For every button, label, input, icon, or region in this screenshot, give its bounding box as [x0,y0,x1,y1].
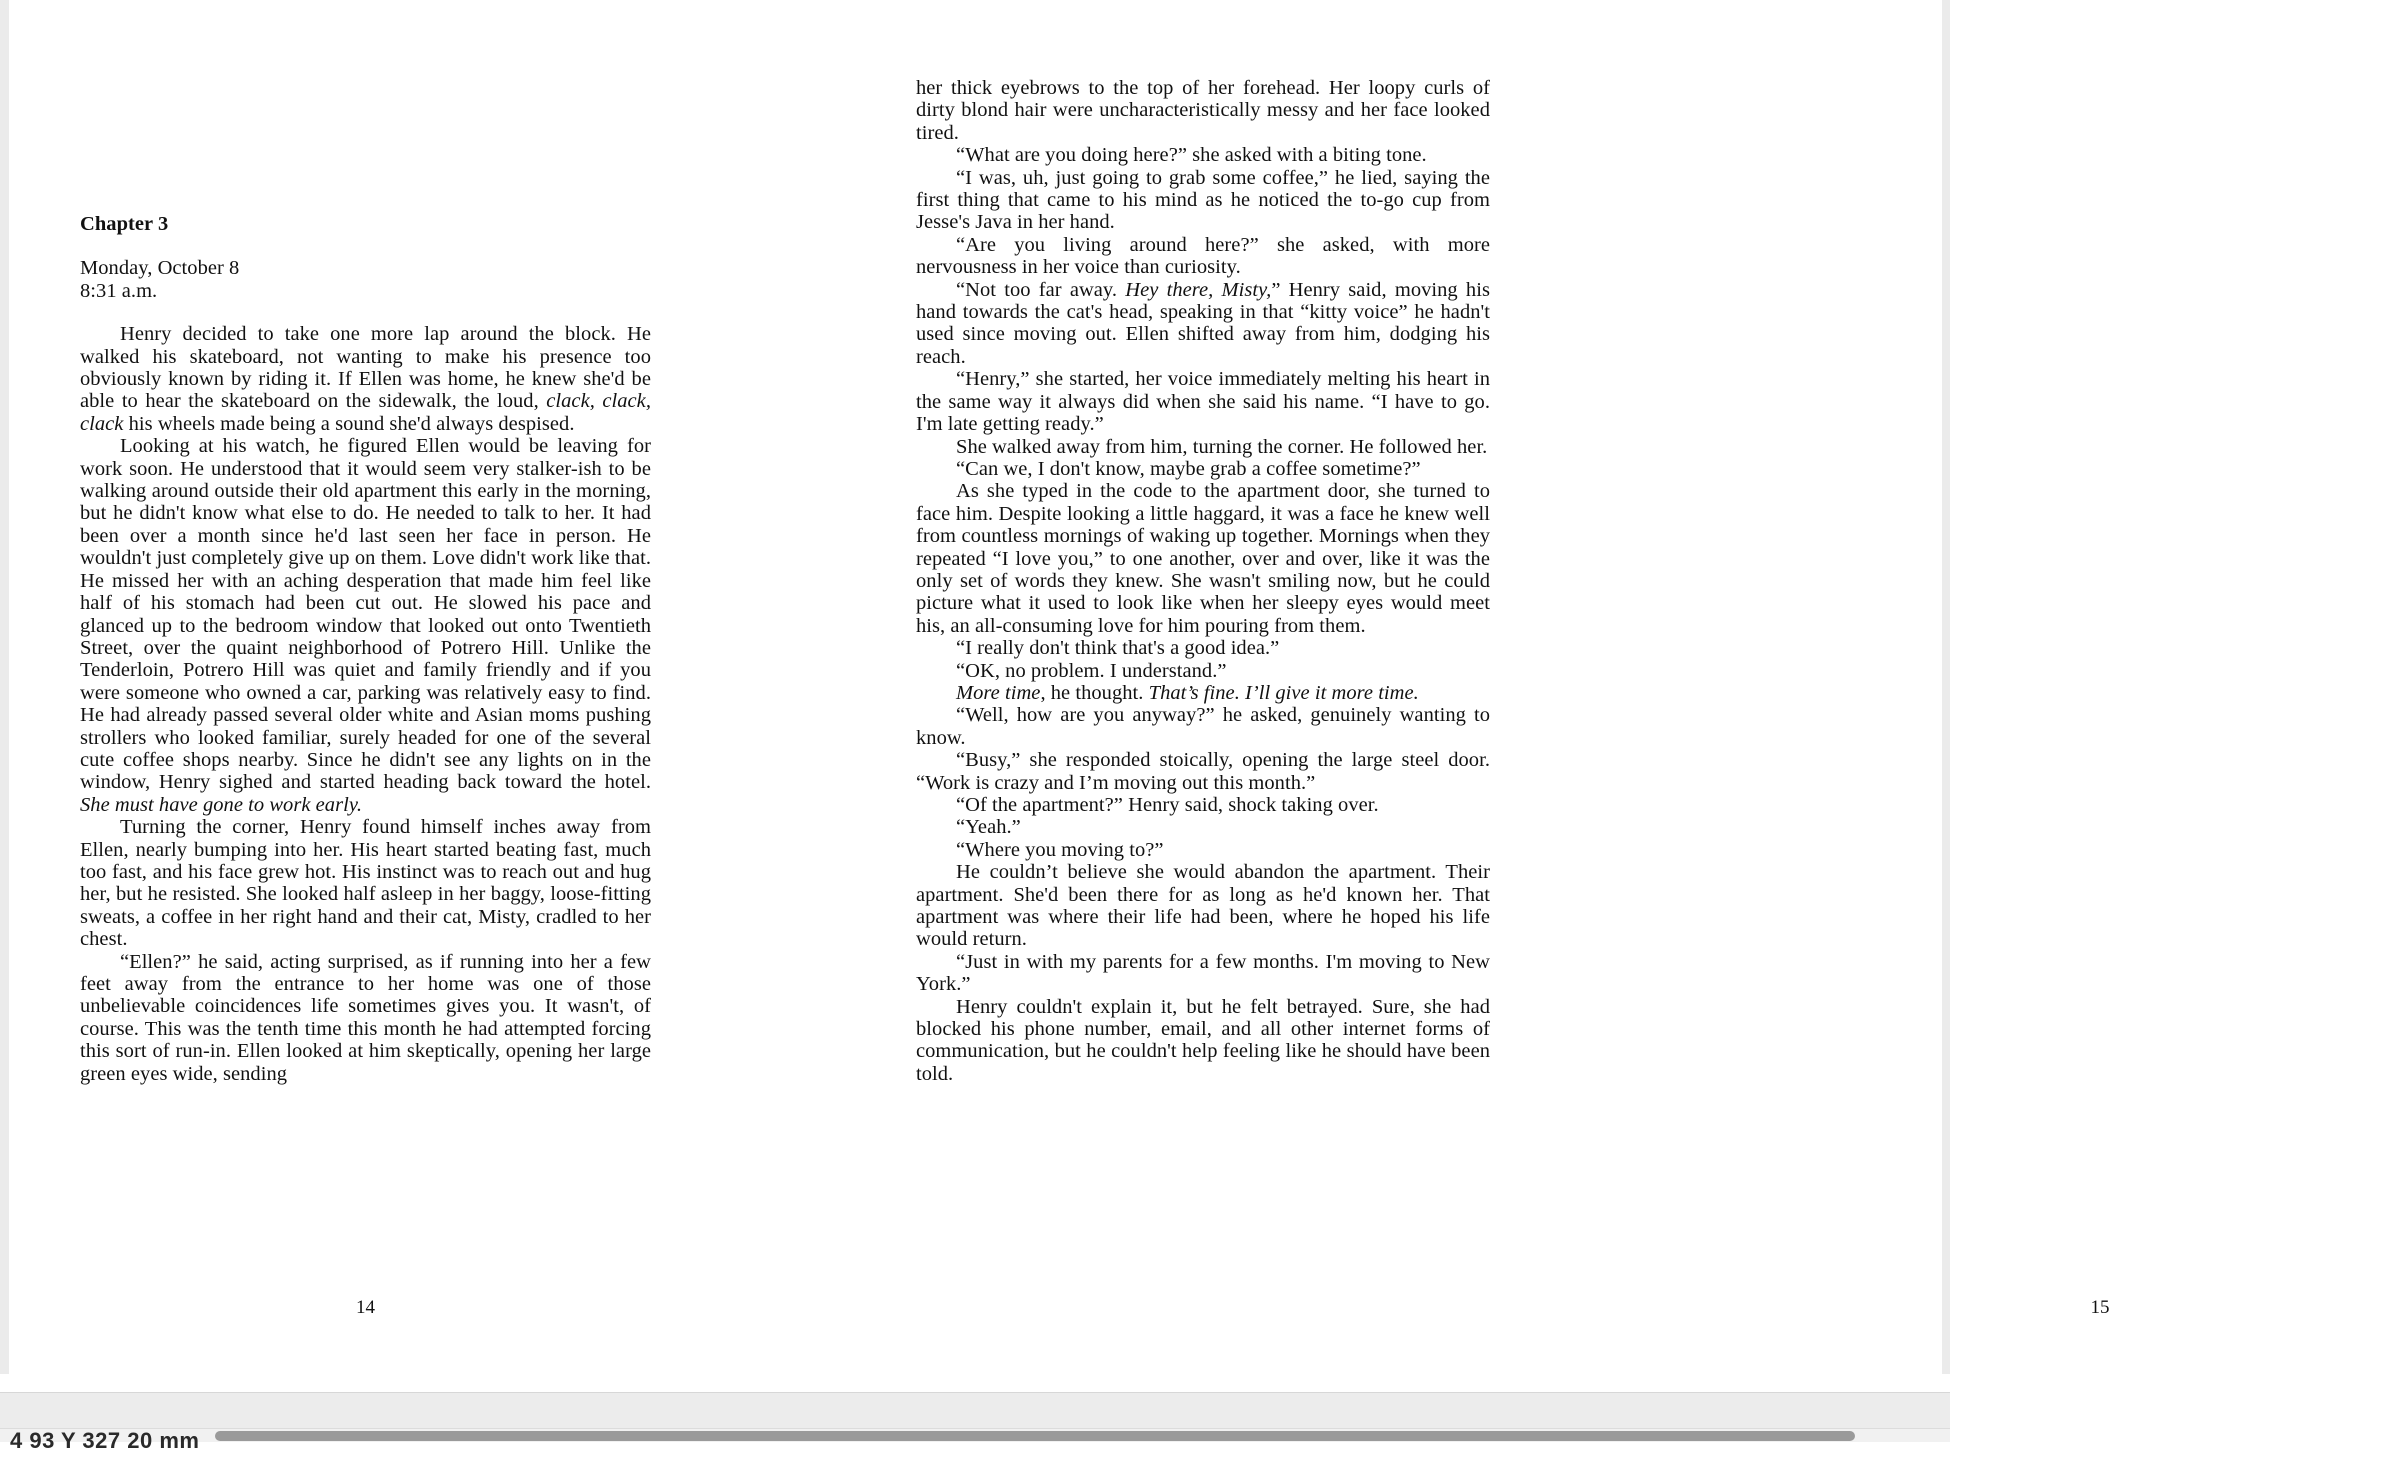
page-right-paragraphs [916,77,1490,1085]
canvas-right-margin [1942,0,1950,1374]
text-run: “Of the apartment?” Henry said, shock taking over. [956,794,1379,816]
paragraph [80,435,651,816]
paragraph [916,167,1490,234]
paragraph [916,637,1490,659]
text-run: “OK, no problem. I understand.” [956,659,1227,682]
paragraph [80,816,651,950]
page-number-right: 15 [2090,1297,2110,1318]
paragraph [916,368,1490,435]
page-number-left: 14 [356,1297,375,1318]
text-run: “I really don't think that's a good idea.” [956,637,1280,660]
paragraph [916,436,1490,458]
text-run: “I was, uh, just going to grab some coffee,” he lied, saying the first thing that came to his mind as he noticed the to-go cup from Jesse's Java in her hand. [916,166,1490,234]
chapter-heading: Chapter 3 [80,213,169,235]
paragraph [916,816,1490,838]
text-run: She walked away from him, turning the corner. He followed her. [956,435,1488,458]
text-run: He couldn’t believe she would abandon the apartment. Their apartment. She'd been there for as long as he'd known her. That apartment was where their life had been, where he hoped his life would return. [916,861,1490,951]
chrome-gap [0,1374,1950,1392]
paragraph [916,77,1490,144]
paragraph [916,458,1490,480]
paragraph [916,996,1490,1086]
text-run: her thick eyebrows to the top of her forehead. Her loopy curls of dirty blond hair were uncharacteristically messy and her face looked tired. [916,77,1490,144]
paragraph [916,144,1490,166]
bottom-chrome [0,1374,1950,1468]
text-run: Turning the corner, Henry found himself inches away from Ellen, nearly bumping into her. His heart started beating fast, much too fast, and his face grew hot. His instinct was to reach out and hug her, but he resisted. She looked half asleep in her baggy, loose-fitting sweats, a coffee in her right hand and their cat, Misty, cradled to her chest. [80,816,651,951]
italic-run: More time [956,681,1041,704]
italic-run: clack, clack, clack [80,390,651,435]
page-right-textblock[interactable] [916,77,1490,1085]
text-run: Henry decided to take one more lap around the block. He walked his skateboard, not wanting to make his presence too obviously known by riding it. If Ellen was home, he knew she'd be able to hear the skateboard on the sidewalk, the loud, [80,323,651,413]
paragraph [916,861,1490,951]
paragraph [916,480,1490,637]
date-line: Monday, October 8 [80,257,240,280]
page-left-paragraphs [80,323,651,1085]
text-run: “What are you doing here?” she asked with a biting tone. [956,144,1427,167]
text-run: Henry couldn't explain it, but he felt betrayed. Sure, she had blocked his phone number, email, and all other internet forms of communication, but he couldn't help feeling like he should have been told. [916,995,1490,1085]
text-run: “Where you moving to?” [956,838,1164,861]
page-right[interactable] [897,0,2110,1374]
paragraph [80,323,651,435]
text-run: “Ellen?” he said, acting surprised, as if running into her a few feet away from the entrance to her home was one of those unbelievable coincidences life sometimes gives you. It wasn't, of course. This was the tenth time this month he had attempted forcing this sort of run-in. Ellen looked at him skeptically, opening her large green eyes wide, sending [80,950,651,1085]
text-run: , he thought. [1040,681,1149,704]
paragraph [916,839,1490,861]
scrollbar-thumb[interactable] [215,1431,1855,1441]
time-line: 8:31 a.m. [80,279,158,302]
status-bar[interactable] [0,1392,1950,1429]
text-run: “Can we, I don't know, maybe grab a coffee sometime?” [956,457,1421,480]
heading-spacer [80,235,651,257]
paragraph [916,794,1490,816]
status-measurement-text: 4 93 Y 327 20 mm [10,1428,200,1453]
paragraph [916,682,1490,704]
text-run: “Are you living around here?” she asked, with more nervousness in her voice than curiosity. [916,233,1490,279]
paragraph [916,660,1490,682]
horizontal-scrollbar[interactable] [0,1428,1950,1443]
paragraph [916,749,1490,794]
status-measurement-clip [0,1428,1950,1468]
page-left[interactable] [9,0,897,1374]
meta-spacer [80,302,651,323]
paragraph [916,951,1490,996]
italic-run: She must have gone to work early. [80,793,363,816]
text-run: Looking at his watch, he figured Ellen would be leaving for work soon. He understood that it would seem very stalker-ish to be walking around outside their old apartment this early in the morning, but he didn't know what else to do. He needed to talk to her. It had been over a month since he'd last seen her face in person. He wouldn't just completely give up on them. Love didn't work like that. He missed her with an aching desperation that made him feel like half of his stomach had been cut out. He slowed his pace and glanced up to the bedroom window that looked out onto Twentieth Street, over the quaint neighborhood of Potrero Hill. Unlike the Tenderloin, Potrero Hill was quiet and family friendly and if you were someone who owned a car, parking was relatively easy to find. He had already passed several older white and Asian moms pushing strollers who looked familiar, surely headed for one of the several cute coffee shops nearby. Since he didn't see any lights on in the window, Henry sighed and started heading back toward the hotel. [80,435,651,794]
text-run: “Not too far away. [956,278,1126,301]
text-run: “Henry,” she started, her voice immediately melting his heart in the same way it always did when she said his name. “I have to go. I'm late getting ready.” [916,368,1490,436]
paragraph [916,234,1490,279]
paragraph [916,279,1490,369]
page-left-textblock[interactable] [80,213,651,1085]
italic-run: That’s fine. I’ll give it more time. [1148,681,1419,704]
text-run: “Busy,” she responded stoically, opening the large steel door. “Work is crazy and I’m moving out this month.” [916,749,1490,794]
italic-run: Hey there, Misty, [1125,278,1272,301]
text-run: ” Henry said, moving his hand towards the cat's head, speaking in that “kitty voice” he hadn't used since moving out. Ellen shifted away from him, dodging his reach. [916,278,1490,368]
text-run: As she typed in the code to the apartment door, she turned to face him. Despite looking a little haggard, it was a face he knew well from countless mornings of waking up together. Mornings when they repeated “I love you,” to one another, over and over, like it was the only set of words they knew. She wasn't smiling now, but he could picture what it used to look like when her sleepy eyes would meet his, an all-consuming love for him pouring from them. [916,480,1490,637]
text-run: “Yeah.” [956,816,1021,839]
text-run: “Well, how are you anyway?” he asked, genuinely wanting to know. [916,704,1490,749]
paragraph [80,951,651,1085]
paragraph [916,704,1490,749]
text-run: “Just in with my parents for a few months. I'm moving to New York.” [916,950,1490,996]
text-run: his wheels made being a sound she'd always despised. [123,412,575,435]
canvas-left-margin [0,0,9,1374]
